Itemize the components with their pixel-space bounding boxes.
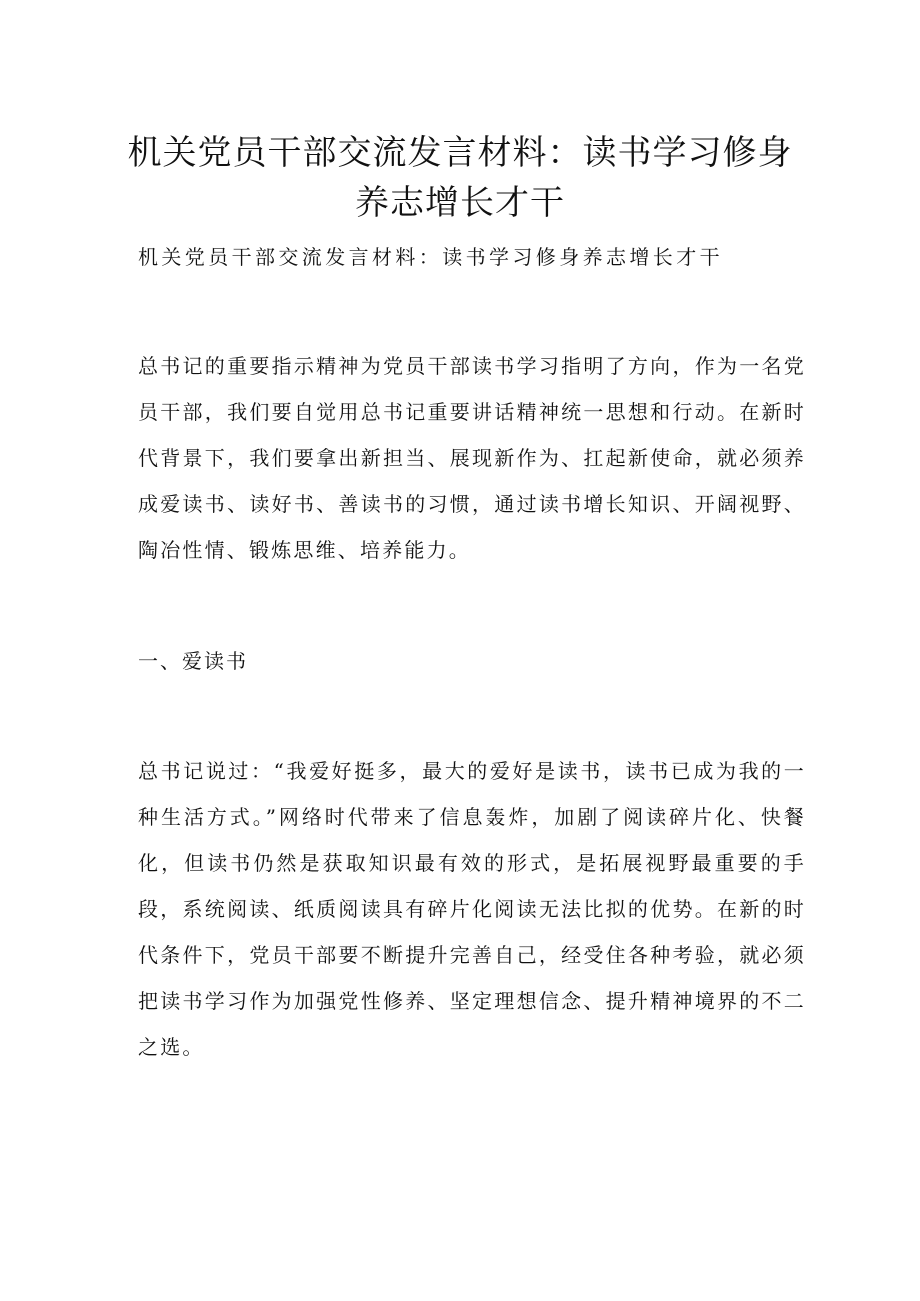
section-1-paragraph: 总书记说过：“我爱好挺多，最大的爱好是读书，读书已成为我的一种生活方式。”网络时代带来了信息轰炸，加剧了阅读碎片化、快餐化，但读书仍然是获取知识最有效的形式，是拓展视野最重要的手段，系统阅读、纸质阅读具有碎片化阅读无法比拟的优势。在新的时代条件下，党员干部要不断提升完善自己，经受住各种考验，就必须把读书学习作为加强党性修养、坚定理想信念、提升精神境界的不二之选。 (138, 759, 806, 1059)
document-subtitle: 机关党员干部交流发言材料：读书学习修身养志增长才干 (138, 245, 723, 269)
document-title: 机关党员干部交流发言材料：读书学习修身养志增长才干 (127, 133, 793, 223)
intro-paragraph: 总书记的重要指示精神为党员干部读书学习指明了方向，作为一名党员干部，我们要自觉用总书记重要讲话精神统一思想和行动。在新时代背景下，我们要拿出新担当、展现新作为、扛起新使命，就必须养成爱读书、读好书、善读书的习惯，通过读书增长知识、开阔视野、陶冶性情、锻炼思维、培养能力。 (138, 354, 806, 562)
section-heading-love-reading: 一、爱读书 (138, 649, 248, 673)
